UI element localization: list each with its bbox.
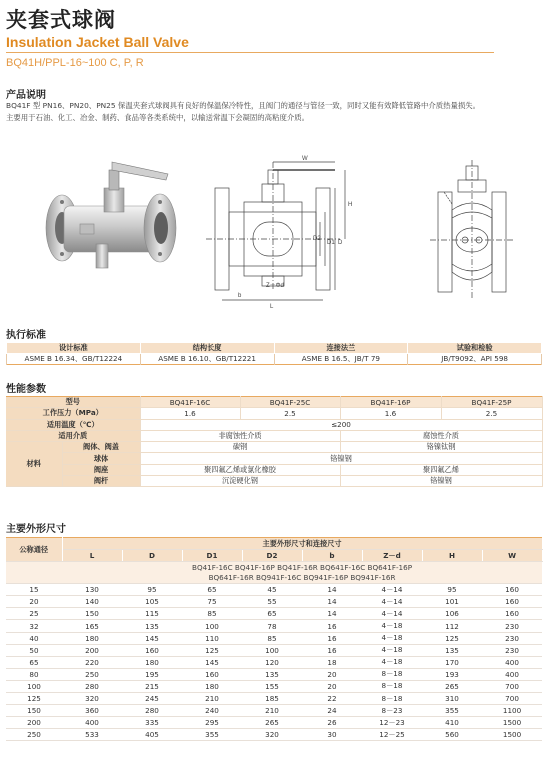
perf-row-temp [6, 419, 542, 430]
model-range: BQ41H/PPL-16~100 C, P, R [6, 57, 144, 69]
dim-rows [6, 584, 542, 741]
dim-cell-d2: 155 [242, 680, 302, 692]
dim-cell-d1: 125 [182, 644, 242, 656]
table-row [6, 584, 542, 596]
dim-cell-zd: 4－18 [362, 644, 422, 656]
dim-cell-w: 230 [482, 620, 542, 632]
dim-cell-dn: 20 [6, 596, 62, 608]
performance-heading: 性能参数 [6, 384, 46, 395]
dim-band-spacer [6, 562, 62, 584]
dim-cell-l: 180 [62, 632, 122, 644]
dim-cell-d: 195 [122, 668, 182, 680]
dim-cell-zd: 12－25 [362, 729, 422, 741]
perf-pressure: 1.6 [340, 408, 441, 419]
dim-col-b: b [302, 550, 362, 562]
valve-photo [46, 162, 176, 268]
dimensions-heading: 主要外形尺寸 [6, 524, 66, 535]
dim-cell-h: 355 [422, 705, 482, 717]
standards-heading: 执行标准 [6, 330, 46, 341]
dim-cell-zd: 12－23 [362, 717, 422, 729]
dim-cell-d1: 160 [182, 668, 242, 680]
dim-cell-d: 335 [122, 717, 182, 729]
perf-row-body [6, 442, 542, 453]
table-row [6, 705, 542, 717]
standards-value-row [7, 354, 542, 365]
table-row [6, 680, 542, 692]
perf-row-pressure [6, 408, 542, 419]
dim-cell-zd: 4－18 [362, 620, 422, 632]
perf-label-model: 型号 [6, 397, 140, 408]
dim-cell-w: 400 [482, 656, 542, 668]
perf-row-medium [6, 430, 542, 441]
dim-cell-d1: 85 [182, 608, 242, 620]
dim-cell-h: 106 [422, 608, 482, 620]
std-header-test: 试验和检验 [408, 343, 542, 354]
table-row [6, 620, 542, 632]
std-header-length: 结构长度 [140, 343, 274, 354]
dim-cell-d: 95 [122, 584, 182, 596]
dim-cell-b: 24 [302, 705, 362, 717]
dim-cell-h: 135 [422, 644, 482, 656]
dim-col-h: H [422, 550, 482, 562]
dim-cell-d1: 145 [182, 656, 242, 668]
dim-cell-d1: 65 [182, 584, 242, 596]
perf-seat-p: 聚四氟乙烯 [340, 464, 542, 475]
table-row [6, 596, 542, 608]
dim-cell-dn: 200 [6, 717, 62, 729]
dim-cell-d: 245 [122, 693, 182, 705]
dim-cell-w: 1500 [482, 717, 542, 729]
std-value-test: JB/T9092、API 598 [408, 354, 542, 365]
dim-cell-l: 250 [62, 668, 122, 680]
perf-label-stem: 阀杆 [62, 476, 140, 487]
dim-cell-zd: 8－18 [362, 693, 422, 705]
dim-cell-d2: 100 [242, 644, 302, 656]
dim-column-row [6, 550, 542, 562]
table-row [6, 717, 542, 729]
dim-cell-h: 112 [422, 620, 482, 632]
perf-row-ball [6, 453, 542, 464]
label-d2: D2 [313, 236, 321, 242]
dim-cell-b: 16 [302, 632, 362, 644]
dim-cell-h: 410 [422, 717, 482, 729]
dim-cell-d2: 120 [242, 656, 302, 668]
perf-model: BQ41F-16C [140, 397, 240, 408]
perf-body-p: 铬镍钛钢 [340, 442, 542, 453]
std-value-flange: ASME B 16.5、JB/T 79 [274, 354, 408, 365]
perf-medium-c: 非腐蚀性介质 [140, 430, 340, 441]
dim-cell-w: 160 [482, 608, 542, 620]
dim-cell-dn: 32 [6, 620, 62, 632]
perf-label-body: 阀体、阀盖 [62, 442, 140, 453]
description-line-1: BQ41F 型 PN16、PN20、PN25 保温夹套式球阀具有良好的保温保冷特性，且阀门的通径与管径一致，同时又能有效降低管路中介质热量损失。 [6, 101, 481, 110]
dim-cell-l: 400 [62, 717, 122, 729]
perf-pressure: 2.5 [441, 408, 542, 419]
dim-cell-b: 14 [302, 596, 362, 608]
perf-model: BQ41F-25C [240, 397, 340, 408]
perf-label-material: 材料 [6, 442, 62, 487]
dim-cell-d2: 135 [242, 668, 302, 680]
dim-cell-l: 200 [62, 644, 122, 656]
dim-col-w: W [482, 550, 542, 562]
dim-cell-b: 16 [302, 644, 362, 656]
dim-cell-l: 280 [62, 680, 122, 692]
dim-model-line-2: BQ641F-16R BQ941F-16C BQ941F-16P BQ941F-16R [208, 572, 396, 582]
dim-cell-d1: 240 [182, 705, 242, 717]
dim-cell-d2: 185 [242, 693, 302, 705]
table-row [6, 693, 542, 705]
dim-cell-h: 125 [422, 632, 482, 644]
dim-cell-l: 130 [62, 584, 122, 596]
perf-pressure: 2.5 [240, 408, 340, 419]
dim-cell-d: 215 [122, 680, 182, 692]
std-header-flange: 连接法兰 [274, 343, 408, 354]
std-value-length: ASME B 16.10、GB/T12221 [140, 354, 274, 365]
label-w: W [302, 156, 308, 162]
dim-cell-h: 310 [422, 693, 482, 705]
dim-cell-h: 170 [422, 656, 482, 668]
dim-cell-d1: 180 [182, 680, 242, 692]
dim-cell-d: 280 [122, 705, 182, 717]
dim-col-d: D [122, 550, 182, 562]
dim-col-l: L [62, 550, 122, 562]
label-b: b [238, 293, 242, 299]
dim-cell-d1: 355 [182, 729, 242, 741]
dim-cell-b: 30 [302, 729, 362, 741]
dim-cell-b: 20 [302, 668, 362, 680]
dim-cell-b: 20 [302, 680, 362, 692]
perf-label-seat: 阀座 [62, 464, 140, 475]
dim-cell-h: 101 [422, 596, 482, 608]
perf-row-seat [6, 464, 542, 475]
table-row [6, 632, 542, 644]
dim-cell-zd: 4－14 [362, 584, 422, 596]
page-title-cn: 夹套式球阀 [6, 8, 116, 32]
dim-header-dn: 公称通径 [6, 538, 62, 562]
dim-cell-zd: 4－18 [362, 632, 422, 644]
table-row [6, 729, 542, 741]
standards-table [6, 342, 542, 365]
dim-col-zd: Z－d [362, 550, 422, 562]
label-l: L [270, 304, 274, 310]
dim-cell-d1: 110 [182, 632, 242, 644]
perf-medium-p: 腐蚀性介质 [340, 430, 542, 441]
label-d1: D1 [327, 240, 335, 246]
dim-cell-dn: 80 [6, 668, 62, 680]
standards-header-row [7, 343, 542, 354]
dim-cell-w: 230 [482, 632, 542, 644]
product-description [6, 100, 544, 124]
dim-cell-h: 95 [422, 584, 482, 596]
dim-cell-d: 180 [122, 656, 182, 668]
dim-cell-b: 16 [302, 620, 362, 632]
dim-cell-zd: 4－14 [362, 596, 422, 608]
dim-cell-l: 150 [62, 608, 122, 620]
dim-cell-dn: 50 [6, 644, 62, 656]
dim-cell-dn: 250 [6, 729, 62, 741]
dim-cell-d2: 210 [242, 705, 302, 717]
perf-label-temp: 适用温度（℃） [6, 419, 140, 430]
dim-cell-l: 360 [62, 705, 122, 717]
front-drawing [206, 162, 345, 300]
dim-cell-l: 140 [62, 596, 122, 608]
dim-cell-h: 560 [422, 729, 482, 741]
dim-cell-d: 405 [122, 729, 182, 741]
dim-cell-d2: 45 [242, 584, 302, 596]
dim-cell-d2: 320 [242, 729, 302, 741]
perf-model: BQ41F-16P [340, 397, 441, 408]
perf-label-pressure: 工作压力（MPa） [6, 408, 140, 419]
dim-cell-dn: 150 [6, 705, 62, 717]
label-h: H [348, 202, 353, 208]
dim-cell-dn: 65 [6, 656, 62, 668]
label-zd: Z－Φd [266, 283, 284, 289]
dim-cell-l: 165 [62, 620, 122, 632]
perf-row-stem [6, 476, 542, 487]
dim-cell-w: 1100 [482, 705, 542, 717]
dim-cell-d1: 295 [182, 717, 242, 729]
table-row [6, 668, 542, 680]
description-line-2: 主要用于石油、化工、冶金、制药、食品等各类系统中，以输送常温下会凝固的高粘度介质。 [6, 113, 310, 122]
dim-cell-w: 230 [482, 644, 542, 656]
perf-pressure: 1.6 [140, 408, 240, 419]
page-title-en: Insulation Jacket Ball Valve [6, 34, 189, 50]
perf-body-c: 碳钢 [140, 442, 340, 453]
dim-model-list [62, 562, 542, 584]
dim-cell-zd: 8－23 [362, 705, 422, 717]
dim-cell-l: 533 [62, 729, 122, 741]
dim-cell-dn: 15 [6, 584, 62, 596]
dim-cell-d2: 85 [242, 632, 302, 644]
perf-label-ball: 球体 [62, 453, 140, 464]
dim-cell-d2: 65 [242, 608, 302, 620]
dim-cell-zd: 4－18 [362, 656, 422, 668]
dim-cell-b: 14 [302, 608, 362, 620]
dim-group-header: 主要外形尺寸和连接尺寸 [62, 538, 542, 550]
perf-seat-c: 聚四氟乙烯或氯化橡胶 [140, 464, 340, 475]
dim-cell-d: 160 [122, 644, 182, 656]
performance-table [6, 396, 543, 487]
dim-col-d1: D1 [182, 550, 242, 562]
description-heading: 产品说明 [6, 90, 46, 101]
dim-cell-d: 135 [122, 620, 182, 632]
dim-cell-h: 265 [422, 680, 482, 692]
dim-group-row [6, 538, 542, 550]
table-row [6, 644, 542, 656]
table-row [6, 656, 542, 668]
dim-cell-l: 220 [62, 656, 122, 668]
dim-cell-h: 193 [422, 668, 482, 680]
perf-label-medium: 适用介质 [6, 430, 140, 441]
dim-model-line-1: BQ41F-16C BQ41F-16P BQ41F-16R BQ641F-16C BQ641F-16P [192, 562, 413, 572]
perf-ball: 铬镍钢 [140, 453, 542, 464]
std-header-design: 设计标准 [7, 343, 141, 354]
dim-cell-d2: 55 [242, 596, 302, 608]
dim-cell-dn: 125 [6, 693, 62, 705]
dim-cell-b: 18 [302, 656, 362, 668]
table-row [6, 608, 542, 620]
label-d: D [338, 240, 343, 246]
dim-cell-b: 14 [302, 584, 362, 596]
dim-cell-b: 26 [302, 717, 362, 729]
dim-cell-w: 700 [482, 693, 542, 705]
perf-stem-p: 铬镍钢 [340, 476, 542, 487]
dim-cell-w: 160 [482, 584, 542, 596]
dim-cell-d: 145 [122, 632, 182, 644]
dim-cell-d2: 265 [242, 717, 302, 729]
dim-cell-d: 115 [122, 608, 182, 620]
dim-cell-d2: 78 [242, 620, 302, 632]
dimensions-table [6, 537, 543, 741]
dim-cell-dn: 100 [6, 680, 62, 692]
perf-temp: ≤200 [140, 419, 542, 430]
dim-cell-dn: 25 [6, 608, 62, 620]
valve-figures [0, 140, 548, 320]
perf-row-model [6, 397, 542, 408]
dim-cell-d1: 75 [182, 596, 242, 608]
dim-cell-w: 400 [482, 668, 542, 680]
dim-model-band [6, 562, 542, 584]
std-value-design: ASME B 16.34、GB/T12224 [7, 354, 141, 365]
perf-model: BQ41F-25P [441, 397, 542, 408]
dim-cell-w: 160 [482, 596, 542, 608]
dim-cell-zd: 8－18 [362, 680, 422, 692]
title-divider [6, 52, 494, 53]
dim-cell-d: 105 [122, 596, 182, 608]
dim-cell-zd: 4－14 [362, 608, 422, 620]
section-drawing [430, 160, 514, 298]
dim-col-d2: D2 [242, 550, 302, 562]
dim-cell-zd: 8－18 [362, 668, 422, 680]
dim-cell-w: 1500 [482, 729, 542, 741]
dim-cell-l: 320 [62, 693, 122, 705]
dim-cell-w: 700 [482, 680, 542, 692]
perf-stem-c: 沉淀硬化钢 [140, 476, 340, 487]
dim-cell-d1: 210 [182, 693, 242, 705]
dim-cell-dn: 40 [6, 632, 62, 644]
dim-cell-b: 22 [302, 693, 362, 705]
dim-cell-d1: 100 [182, 620, 242, 632]
